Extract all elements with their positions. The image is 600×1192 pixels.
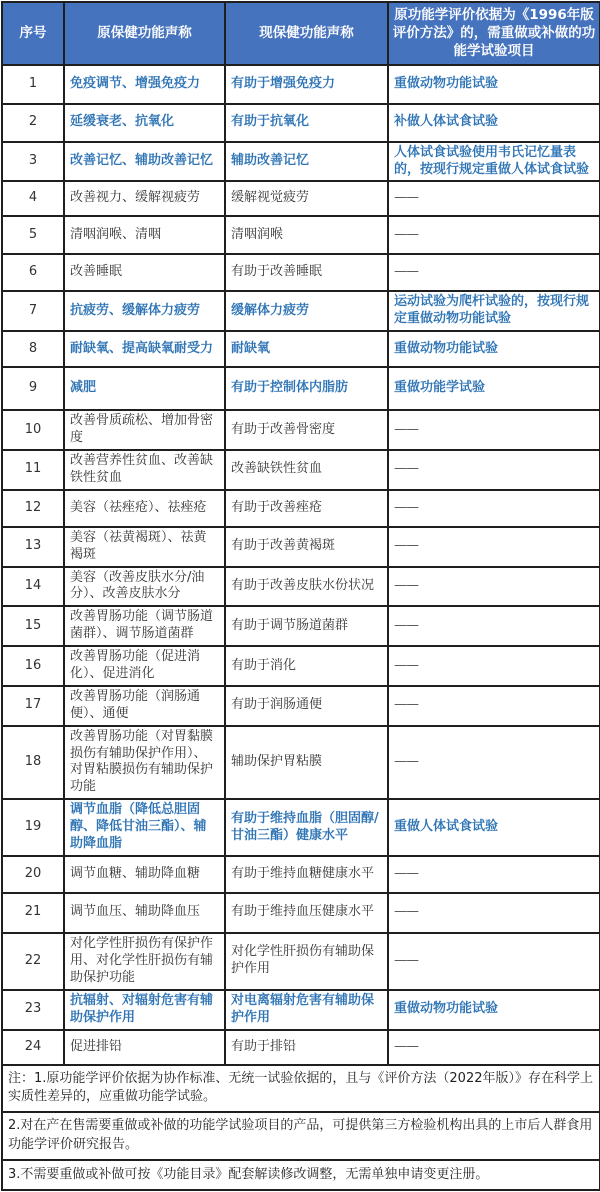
old-claim-cell: 改善记忆、辅助改善记忆 (64, 142, 225, 182)
serial-cell: 8 (2, 331, 64, 367)
serial-cell: 15 (2, 606, 64, 646)
required-test-cell: —— (388, 527, 600, 567)
old-claim-cell: 改善睡眠 (64, 254, 225, 291)
new-claim-cell: 对电离辐射危害有辅助保护作用 (225, 990, 388, 1030)
new-claim-cell: 有助于润肠通便 (225, 686, 388, 726)
table-row (2, 527, 600, 567)
serial-cell: 9 (2, 367, 64, 410)
old-claim-cell: 对化学性肝损伤有保护作用、对化学性肝损伤有辅助保护功能 (64, 933, 225, 990)
required-test-cell: —— (388, 686, 600, 726)
table-row (2, 1030, 600, 1065)
serial-cell: 21 (2, 893, 64, 933)
required-test-cell: —— (388, 181, 600, 216)
old-claim-cell: 美容（改善皮肤水分/油分）、改善皮肤水分 (64, 567, 225, 607)
required-test-cell: 运动试验为爬杆试验的，按现行规定重做动物功能试验 (388, 291, 600, 331)
old-claim-cell: 改善视力、缓解视疲劳 (64, 181, 225, 216)
table-body (2, 65, 600, 1065)
new-claim-cell: 有助于控制体内脂肪 (225, 367, 388, 410)
table-row (2, 990, 600, 1030)
serial-cell: 3 (2, 142, 64, 182)
table-row (2, 65, 600, 104)
required-test-cell: —— (388, 410, 600, 450)
new-claim-cell: 有助于改善睡眠 (225, 254, 388, 291)
old-claim-cell: 促进排铅 (64, 1030, 225, 1065)
footnote-text: 注：1.原功能学评价依据为协作标准、无统一试验依据的，且与《评价方法（2022年版）》存在科学上实质性差异的，应重做功能学试验。 (2, 1065, 600, 1113)
serial-cell: 24 (2, 1030, 64, 1065)
new-claim-cell: 有助于维持血糖健康水平 (225, 856, 388, 893)
serial-cell: 19 (2, 799, 64, 856)
new-claim-cell: 有助于排铅 (225, 1030, 388, 1065)
table-row (2, 367, 600, 410)
required-test-cell: —— (388, 893, 600, 933)
required-test-cell: 重做动物功能试验 (388, 990, 600, 1030)
table-row (2, 726, 600, 800)
required-test-cell: 重做动物功能试验 (388, 65, 600, 104)
serial-cell: 11 (2, 450, 64, 490)
old-claim-cell: 改善骨质疏松、增加骨密度 (64, 410, 225, 450)
table-row (2, 254, 600, 291)
footnote-text: 3.不需要重做或补做可按《功能目录》配套解读修改调整，无需单独申请变更注册。 (2, 1160, 600, 1190)
new-claim-cell: 有助于抗氧化 (225, 104, 388, 142)
new-claim-cell: 对化学性肝损伤有辅助保护作用 (225, 933, 388, 990)
column-header-required-tests: 原功能学评价依据为《1996年版评价方法》的，需重做或补做的功能学试验项目 (388, 2, 600, 65)
old-claim-cell: 免疫调节、增强免疫力 (64, 65, 225, 104)
required-test-cell: —— (388, 933, 600, 990)
table-row (2, 291, 600, 331)
serial-cell: 22 (2, 933, 64, 990)
old-claim-cell: 改善胃肠功能（对胃黏膜损伤有辅助保护作用）、对胃粘膜损伤有辅助保护功能 (64, 726, 225, 800)
table-row (2, 450, 600, 490)
note-row (2, 1160, 600, 1190)
new-claim-cell: 缓解体力疲劳 (225, 291, 388, 331)
table-notes (2, 1065, 600, 1190)
required-test-cell: —— (388, 726, 600, 800)
serial-cell: 1 (2, 65, 64, 104)
serial-cell: 7 (2, 291, 64, 331)
table-row (2, 490, 600, 527)
new-claim-cell: 有助于维持血压健康水平 (225, 893, 388, 933)
table-row (2, 606, 600, 646)
serial-cell: 4 (2, 181, 64, 216)
required-test-cell: —— (388, 254, 600, 291)
column-header-old-claim: 原保健功能声称 (64, 2, 225, 65)
old-claim-cell: 抗疲劳、缓解体力疲劳 (64, 291, 225, 331)
old-claim-cell: 美容（祛痤疮）、祛痤疮 (64, 490, 225, 527)
serial-cell: 5 (2, 216, 64, 254)
required-test-cell: —— (388, 1030, 600, 1065)
serial-cell: 6 (2, 254, 64, 291)
table-row (2, 567, 600, 607)
required-test-cell: —— (388, 216, 600, 254)
footnote-text: 2.对在产在售需要重做或补做的功能学试验项目的产品，可提供第三方检验机构出具的上市后人群食用功能学评价研究报告。 (2, 1112, 600, 1160)
serial-cell: 14 (2, 567, 64, 607)
old-claim-cell: 改善胃肠功能（润肠通便）、通便 (64, 686, 225, 726)
new-claim-cell: 改善缺铁性贫血 (225, 450, 388, 490)
serial-cell: 18 (2, 726, 64, 800)
table-row (2, 686, 600, 726)
required-test-cell: —— (388, 567, 600, 607)
new-claim-cell: 清咽润喉 (225, 216, 388, 254)
required-test-cell: —— (388, 490, 600, 527)
old-claim-cell: 耐缺氧、提高缺氧耐受力 (64, 331, 225, 367)
required-test-cell: 重做人体试食试验 (388, 799, 600, 856)
table-row (2, 799, 600, 856)
serial-cell: 12 (2, 490, 64, 527)
new-claim-cell: 有助于增强免疫力 (225, 65, 388, 104)
serial-cell: 2 (2, 104, 64, 142)
serial-cell: 16 (2, 646, 64, 686)
new-claim-cell: 有助于调节肠道菌群 (225, 606, 388, 646)
old-claim-cell: 调节血糖、辅助降血糖 (64, 856, 225, 893)
table-row (2, 646, 600, 686)
old-claim-cell: 抗辐射、对辐射危害有辅助保护作用 (64, 990, 225, 1030)
serial-cell: 13 (2, 527, 64, 567)
table-row (2, 104, 600, 142)
old-claim-cell: 清咽润喉、清咽 (64, 216, 225, 254)
new-claim-cell: 耐缺氧 (225, 331, 388, 367)
column-header-new-claim: 现保健功能声称 (225, 2, 388, 65)
required-test-cell: —— (388, 646, 600, 686)
table-row (2, 410, 600, 450)
serial-cell: 23 (2, 990, 64, 1030)
note-row (2, 1112, 600, 1160)
table-row (2, 856, 600, 893)
new-claim-cell: 缓解视觉疲劳 (225, 181, 388, 216)
old-claim-cell: 减肥 (64, 367, 225, 410)
table-row (2, 933, 600, 990)
old-claim-cell: 改善营养性贫血、改善缺铁性贫血 (64, 450, 225, 490)
required-test-cell: —— (388, 606, 600, 646)
serial-cell: 10 (2, 410, 64, 450)
required-test-cell: —— (388, 450, 600, 490)
serial-cell: 20 (2, 856, 64, 893)
required-test-cell: 补做人体试食试验 (388, 104, 600, 142)
new-claim-cell: 有助于消化 (225, 646, 388, 686)
old-claim-cell: 改善胃肠功能（调节肠道菌群）、调节肠道菌群 (64, 606, 225, 646)
old-claim-cell: 调节血压、辅助降血压 (64, 893, 225, 933)
table-row (2, 893, 600, 933)
claims-comparison-table (1, 1, 600, 1191)
new-claim-cell: 有助于改善骨密度 (225, 410, 388, 450)
new-claim-cell: 有助于改善皮肤水份状况 (225, 567, 388, 607)
new-claim-cell: 有助于维持血脂（胆固醇/甘油三酯）健康水平 (225, 799, 388, 856)
note-row (2, 1065, 600, 1113)
old-claim-cell: 延缓衰老、抗氧化 (64, 104, 225, 142)
new-claim-cell: 辅助保护胃粘膜 (225, 726, 388, 800)
required-test-cell: 人体试食试验使用韦氏记忆量表的，按现行规定重做人体试食试验 (388, 142, 600, 182)
old-claim-cell: 美容（祛黄褐斑）、祛黄褐斑 (64, 527, 225, 567)
required-test-cell: 重做动物功能试验 (388, 331, 600, 367)
new-claim-cell: 有助于改善痤疮 (225, 490, 388, 527)
new-claim-cell: 辅助改善记忆 (225, 142, 388, 182)
header-row (2, 2, 600, 65)
health-function-claims-page (0, 1, 600, 1191)
table-row (2, 142, 600, 182)
old-claim-cell: 调节血脂（降低总胆固醇、降低甘油三酯）、辅助降血脂 (64, 799, 225, 856)
serial-cell: 17 (2, 686, 64, 726)
required-test-cell: 重做功能学试验 (388, 367, 600, 410)
new-claim-cell: 有助于改善黄褐斑 (225, 527, 388, 567)
column-header-serial: 序号 (2, 2, 64, 65)
required-test-cell: —— (388, 856, 600, 893)
old-claim-cell: 改善胃肠功能（促进消化）、促进消化 (64, 646, 225, 686)
table-row (2, 331, 600, 367)
table-row (2, 216, 600, 254)
table-row (2, 181, 600, 216)
